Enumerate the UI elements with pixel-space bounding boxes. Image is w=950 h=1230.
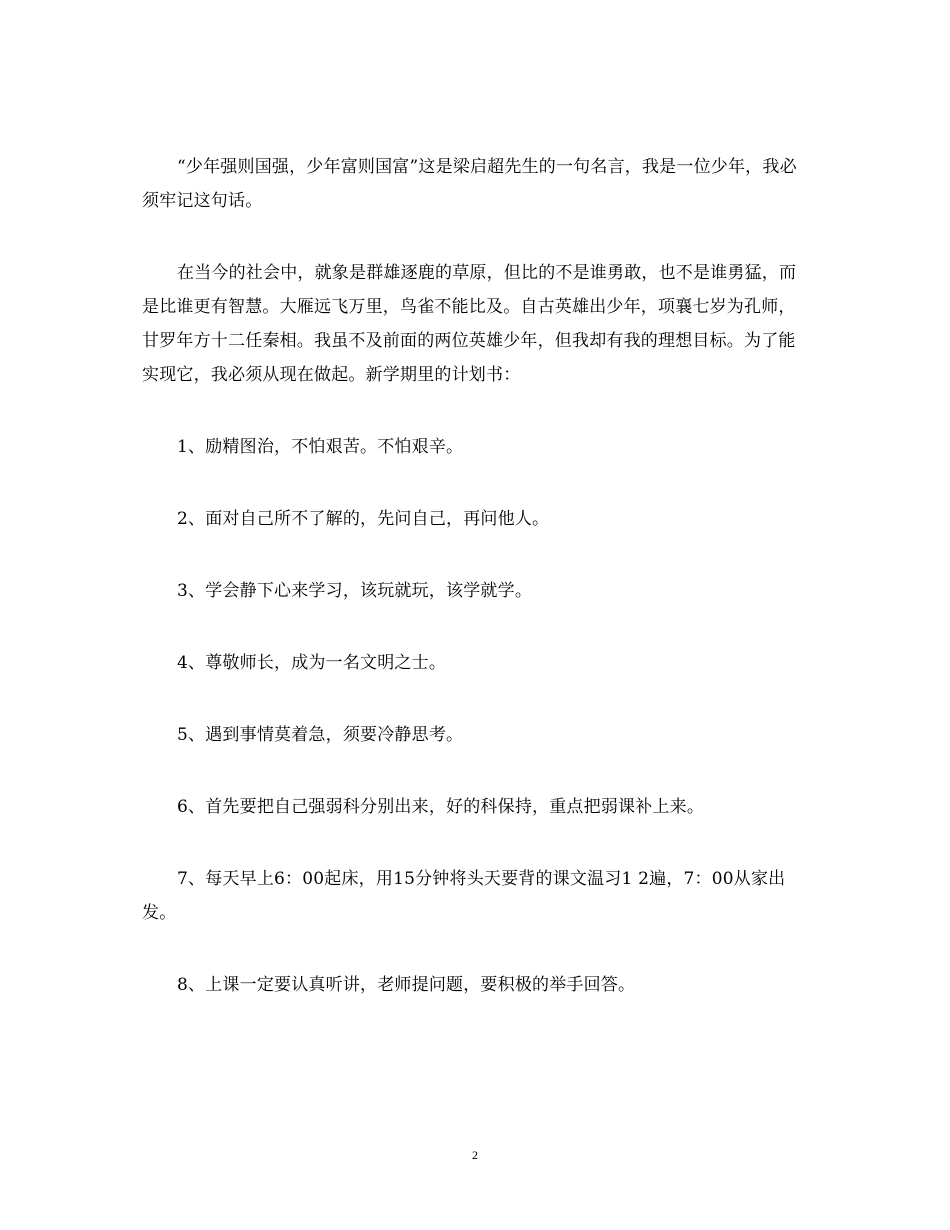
list-item: 5、遇到事情莫着急，须要冷静思考。 [177, 725, 464, 745]
paragraph-gap [142, 824, 807, 862]
list-item: 8、上课一定要认真听讲，老师提问题，要积极的举手回答。 [177, 975, 636, 995]
paragraph-gap [142, 536, 807, 574]
page-number: 2 [472, 1148, 478, 1162]
paragraph-gap [142, 680, 807, 718]
list-item: 4、尊敬师长，成为一名文明之士。 [177, 653, 447, 673]
list-item: 3、学会静下心来学习，该玩就玩，该学就学。 [177, 581, 533, 601]
paragraph-gap [142, 392, 807, 430]
list-item: 2、面对自己所不了解的，先问自己，再问他人。 [177, 509, 550, 529]
paragraph-gap [142, 608, 807, 646]
paragraph-gap [142, 752, 807, 790]
paragraph-plan: 在当今的社会中，就象是群雄逐鹿的草原，但比的不是谁勇敢，也不是谁勇猛，而是比谁更有智慧。大雁远飞万里，鸟雀不能比及。自古英雄出少年，项襄七岁为孔师，甘罗年方十二任秦相。我虽不及前面的两位英雄少年，但我却有我的理想目标。为了能实现它，我必须从现在做起。新学期里的计划书： [142, 263, 797, 385]
paragraph-gap [142, 930, 807, 968]
paragraph-gap [142, 464, 807, 502]
list-item: 6、首先要把自己强弱科分别出来，好的科保持，重点把弱课补上来。 [177, 797, 705, 817]
document-body [142, 150, 807, 1002]
list-item: 1、励精图治，不怕艰苦。不怕艰辛。 [177, 437, 464, 457]
list-item: 7、每天早上6：00起床，用15分钟将头天要背的课文温习1 2遍，7：00从家出发。 [142, 869, 786, 923]
paragraph-intro: “少年强则国强，少年富则国富”这是梁启超先生的一句名言，我是一位少年，我必须牢记这句话。 [142, 157, 797, 211]
paragraph-gap [142, 218, 807, 256]
